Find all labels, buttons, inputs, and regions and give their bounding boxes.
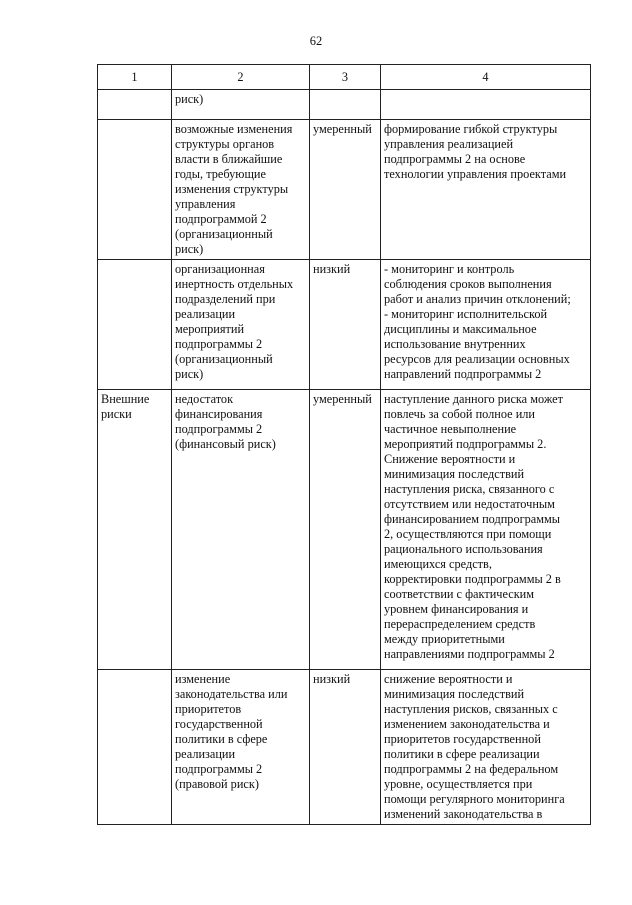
risk-category-cell: Внешние риски [98, 390, 172, 670]
risk-level-cell: умеренный [310, 390, 381, 670]
table-row [98, 260, 591, 390]
risk-table [97, 64, 591, 825]
risk-measures-cell [381, 90, 591, 120]
table-row [98, 90, 591, 120]
risk-measures-cell: - мониторинг и контроль соблюдения сроков выполнения работ и анализ причин отклонений; - мониторинг исполнительской дисциплины и максимальное использование внутренних ресурсов для реализации основных направлений подпрограммы 2 [381, 260, 591, 390]
risk-measures-cell: формирование гибкой структуры управления реализацией подпрограммы 2 на основе технологии управления проектами [381, 120, 591, 260]
risk-level-cell: низкий [310, 260, 381, 390]
risk-category-cell [98, 670, 172, 825]
risk-level-cell: низкий [310, 670, 381, 825]
risk-category-cell [98, 260, 172, 390]
table-row [98, 670, 591, 825]
risk-level-cell [310, 90, 381, 120]
risk-description-cell: возможные изменения структуры органов власти в ближайшие годы, требующие изменения структуры управления подпрограммой 2 (организационный риск) [172, 120, 310, 260]
header-cell-2: 2 [172, 65, 310, 90]
risk-measures-cell: снижение вероятности и минимизация последствий наступления рисков, связанных с изменением законодательства и приоритетов государственной политики в сфере реализации подпрограммы 2 на федеральном уровне, осуществляется при помощи регулярного мониторинга изменений законодательства в [381, 670, 591, 825]
risk-description-cell: риск) [172, 90, 310, 120]
risk-category-cell [98, 90, 172, 120]
risk-category-cell [98, 120, 172, 260]
risk-description-cell: изменение законодательства или приоритетов государственной политики в сфере реализации подпрограммы 2 (правовой риск) [172, 670, 310, 825]
table-row [98, 120, 591, 260]
risk-level-cell: умеренный [310, 120, 381, 260]
table-row [98, 390, 591, 670]
risk-measures-cell: наступление данного риска может повлечь за собой полное или частичное невыполнение мероприятий подпрограммы 2. Снижение вероятности и минимизация последствий наступления риска, связанного с отсутствием или недостаточным финансированием подпрограммы 2, осуществляются при помощи рационального использования имеющихся средств, корректировки подпрограммы 2 в соответствии с фактическим уровнем финансирования и перераспределением средств между приоритетными направлениями подпрограммы 2 [381, 390, 591, 670]
header-cell-1: 1 [98, 65, 172, 90]
header-cell-4: 4 [381, 65, 591, 90]
risk-description-cell: организационная инертность отдельных подразделений при реализации мероприятий подпрограммы 2 (организационный риск) [172, 260, 310, 390]
header-cell-3: 3 [310, 65, 381, 90]
risk-description-cell: недостаток финансирования подпрограммы 2 (финансовый риск) [172, 390, 310, 670]
page-number: 62 [309, 34, 323, 48]
table-header-row [98, 65, 591, 90]
